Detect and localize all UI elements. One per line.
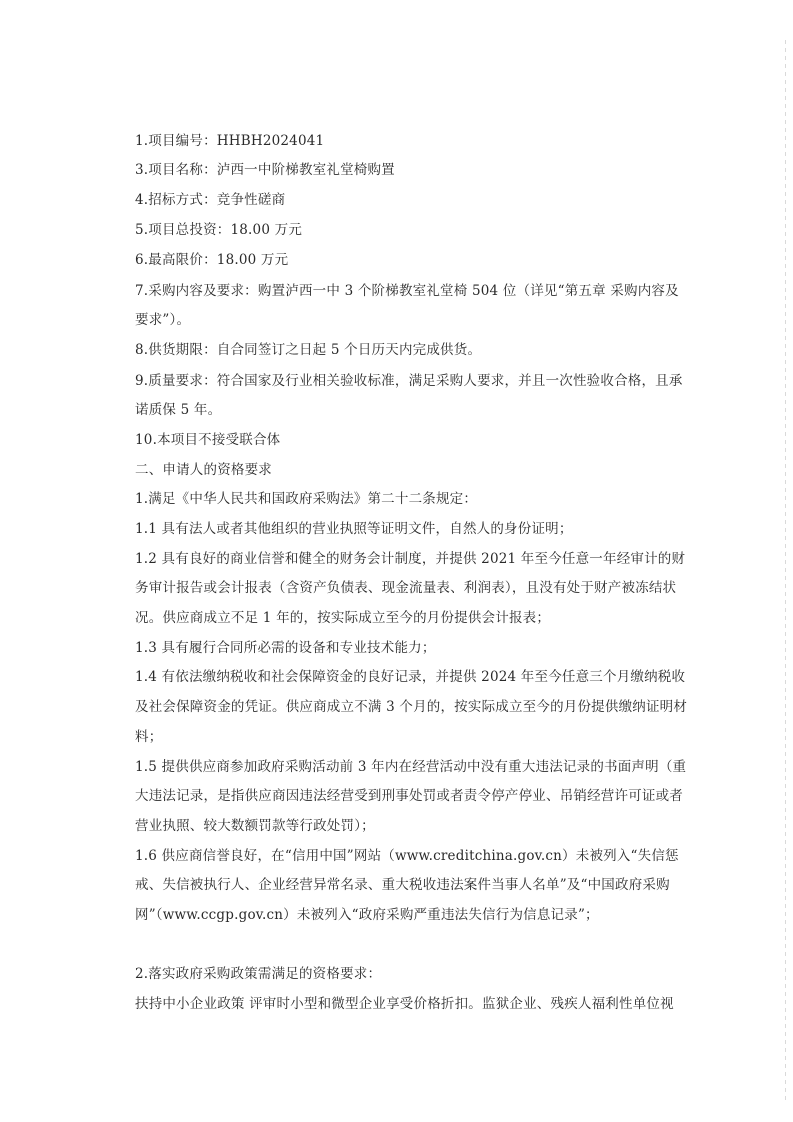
text-line: 务审计报告或会计报表（含资产负债表、现金流量表、利润表），且没有处于财产被冻结状 bbox=[135, 580, 677, 596]
text-line: 要求”）。 bbox=[135, 312, 191, 328]
text-line: 扶持中小企业政策 评审时小型和微型企业享受价格折扣。监狱企业、残疾人福利性单位视 bbox=[135, 996, 674, 1012]
text-line: 7.采购内容及要求：购置泸西一中 3 个阶梯教室礼堂椅 504 位（详见“第五章 采购内容及 bbox=[135, 283, 679, 299]
text-line: 1.6 供应商信誉良好，在“信用中国”网站（www.creditchina.gov.cn）未被列入“失信惩 bbox=[135, 848, 679, 864]
text-line: 及社会保障资金的凭证。供应商成立不满 3 个月的，按实际成立至今的月份提供缴纳证明材 bbox=[135, 699, 688, 715]
text-line: 1.满足《中华人民共和国政府采购法》第二十二条规定： bbox=[135, 491, 478, 507]
text-line: 1.项目编号：HHBH2024041 bbox=[135, 133, 325, 149]
section-heading: 二、申请人的资格要求 bbox=[135, 462, 272, 478]
text-line: 5.项目总投资：18.00 万元 bbox=[135, 222, 303, 238]
text-line: 1.5 提供供应商参加政府采购活动前 3 年内在经营活动中没有重大违法记录的书面声明（重 bbox=[135, 759, 687, 775]
text-line: 戒、失信被执行人、企业经营异常名录、重大税收违法案件当事人名单”及“中国政府采购 bbox=[135, 877, 670, 893]
text-line: 4.招标方式：竞争性磋商 bbox=[135, 192, 286, 208]
text-line: 10.本项目不接受联合体 bbox=[135, 432, 281, 448]
text-line: 1.1 具有法人或者其他组织的营业执照等证明文件，自然人的身份证明； bbox=[135, 521, 573, 537]
text-line: 8.供货期限：自合同签订之日起 5 个日历天内完成供货。 bbox=[135, 342, 482, 358]
text-line: 2.落实政府采购政策需满足的资格要求： bbox=[135, 966, 382, 982]
text-line: 诺质保 5 年。 bbox=[135, 402, 222, 418]
text-line: 1.3 具有履行合同所必需的设备和专业技术能力； bbox=[135, 640, 436, 656]
text-line: 网”（www.ccgp.gov.cn）未被列入“政府采购严重违法失信行为信息记录”； bbox=[135, 907, 599, 923]
text-line: 1.4 有依法缴纳税收和社会保障资金的良好记录，并提供 2024 年至今任意三个月缴纳税收 bbox=[135, 669, 686, 685]
text-line: 6.最高限价：18.00 万元 bbox=[135, 252, 289, 268]
text-line: 营业执照、较大数额罚款等行政处罚）； bbox=[135, 818, 375, 834]
text-line: 大违法记录，是指供应商因违法经营受到刑事处罚或者责令停产停业、吊销经营许可证或者 bbox=[135, 788, 683, 804]
text-line: 9.质量要求：符合国家及行业相关验收标准，满足采购人要求，并且一次性验收合格，且承 bbox=[135, 373, 683, 389]
scan-edge-mark bbox=[785, 40, 786, 1100]
text-line: 况。供应商成立不足 1 年的，按实际成立至今的月份提供会计报表； bbox=[135, 610, 551, 626]
text-line: 料； bbox=[135, 729, 163, 745]
text-line: 3.项目名称：泸西一中阶梯教室礼堂椅购置 bbox=[135, 162, 395, 178]
text-line: 1.2 具有良好的商业信誉和健全的财务会计制度，并提供 2021 年至今任意一年经审计的财 bbox=[135, 551, 686, 567]
